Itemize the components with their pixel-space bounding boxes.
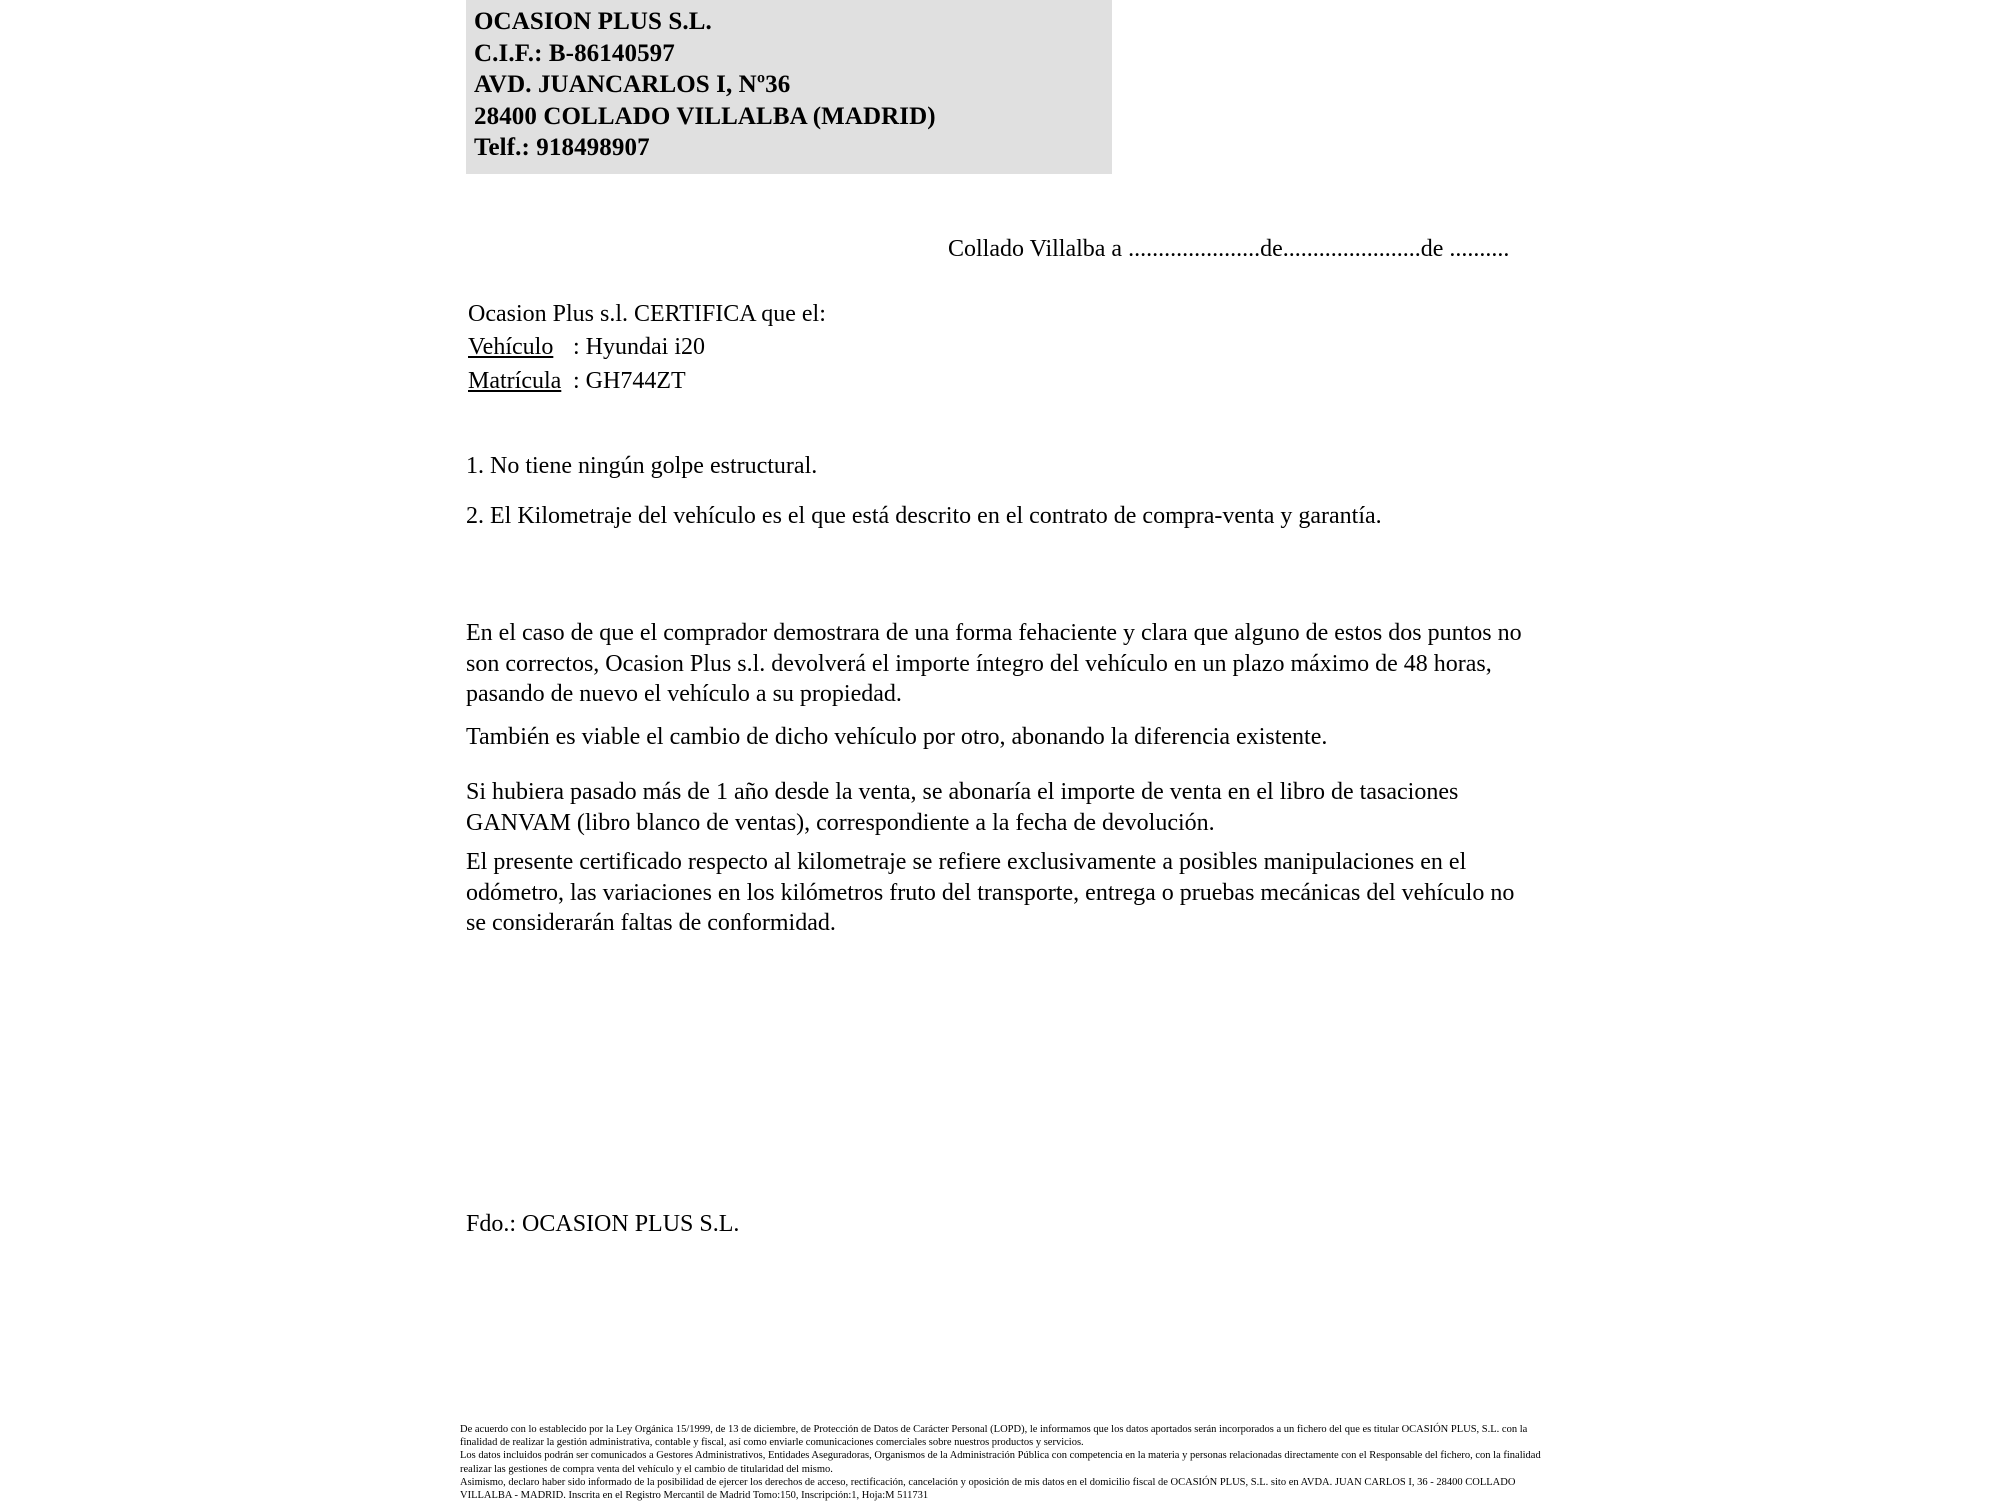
vehicle-field-value: Hyundai i20: [585, 334, 705, 360]
plate-field-row: [468, 366, 686, 396]
legal-paragraph-1: De acuerdo con lo establecido por la Ley Orgánica 15/1999, de 13 de diciembre, de Protección de Datos de Carácter Personal (LOPD), le informamos que los datos aportados serán incorporados a un fichero del que es titular OCASIÓN PLUS, S.L. con la finalidad de realizar la gestión administrativa, contable y fiscal, así como enviarle comunicaciones comerciales sobre nuestros productos y servicios.: [460, 1424, 1528, 1449]
signature-line: Fdo.: OCASION PLUS S.L.: [466, 1211, 740, 1237]
body-paragraph-3: Si hubiera pasado más de 1 año desde la venta, se abonaría el importe de venta en el libro de tasaciones GANVAM (libro blanco de ventas), correspondiente a la fecha de devolución.: [466, 779, 1459, 836]
company-letterhead: [466, 0, 1112, 174]
vehicle-field-label: Vehículo: [468, 334, 554, 360]
legal-notice: [460, 1423, 1550, 1502]
body-paragraph-1: En el caso de que el comprador demostrara de una forma fehaciente y clara que alguno de estos dos puntos no son correctos, Ocasion Plus s.l. devolverá el importe íntegro del vehículo en un plazo máximo de 48 horas, pasando de nuevo el vehículo a su propiedad.: [466, 620, 1522, 707]
date-line: Collado Villalba a ......................de.......................de ..........: [948, 236, 1510, 262]
body-paragraph-4: El presente certificado respecto al kilometraje se refiere exclusivamente a posibles manipulaciones en el odómetro, las variaciones en los kilómetros fruto del transporte, entrega o pruebas mecánicas del vehículo no se considerarán faltas de conformidad.: [466, 849, 1515, 936]
vehicle-field-row: [468, 332, 705, 362]
vehicle-field-separator: :: [573, 334, 586, 360]
plate-field-value: GH744ZT: [585, 368, 686, 394]
certification-point-1: 1. No tiene ningún golpe estructural.: [466, 453, 818, 479]
letterhead-address: AVD. JUANCARLOS I, Nº36: [474, 71, 791, 98]
letterhead-company-name: OCASION PLUS S.L.: [474, 8, 712, 35]
plate-field-separator: :: [573, 368, 586, 394]
legal-paragraph-2: Los datos incluidos podrán ser comunicados a Gestores Administrativos, Entidades Aseguradoras, Organismos de la Administración Pública con competencia en la materia y personas relacionadas directamente con el Responsable del fichero, con la finalidad realizar las gestiones de compra venta del vehículo y el cambio de titularidad del mismo.: [460, 1450, 1541, 1475]
certification-intro: Ocasion Plus s.l. CERTIFICA que el:: [468, 301, 826, 327]
body-paragraph-2: También es viable el cambio de dicho vehículo por otro, abonando la diferencia existente.: [466, 724, 1328, 750]
letterhead-cif: C.I.F.: B-86140597: [474, 39, 675, 67]
legal-paragraph-3: Asimismo, declaro haber sido informado de la posibilidad de ejercer los derechos de acceso, rectificación, cancelación y oposición de mis datos en el domicilio fiscal de OCASIÓN PLUS, S.L. sito en AVDA. JUAN CARLOS I, 36 - 28400 COLLADO VILLALBA - MADRID. Inscrita en el Registro Mercantil de Madrid Tomo:150, Inscripción:1, Hoja:M 511731: [460, 1476, 1516, 1502]
certification-point-2: 2. El Kilometraje del vehículo es el que está descrito en el contrato de compra-venta y garantía.: [466, 503, 1382, 529]
letterhead-phone: Telf.: 918498907: [474, 134, 650, 161]
letterhead-city: 28400 COLLADO VILLALBA (MADRID): [474, 102, 936, 130]
plate-field-label: Matrícula: [468, 368, 562, 394]
